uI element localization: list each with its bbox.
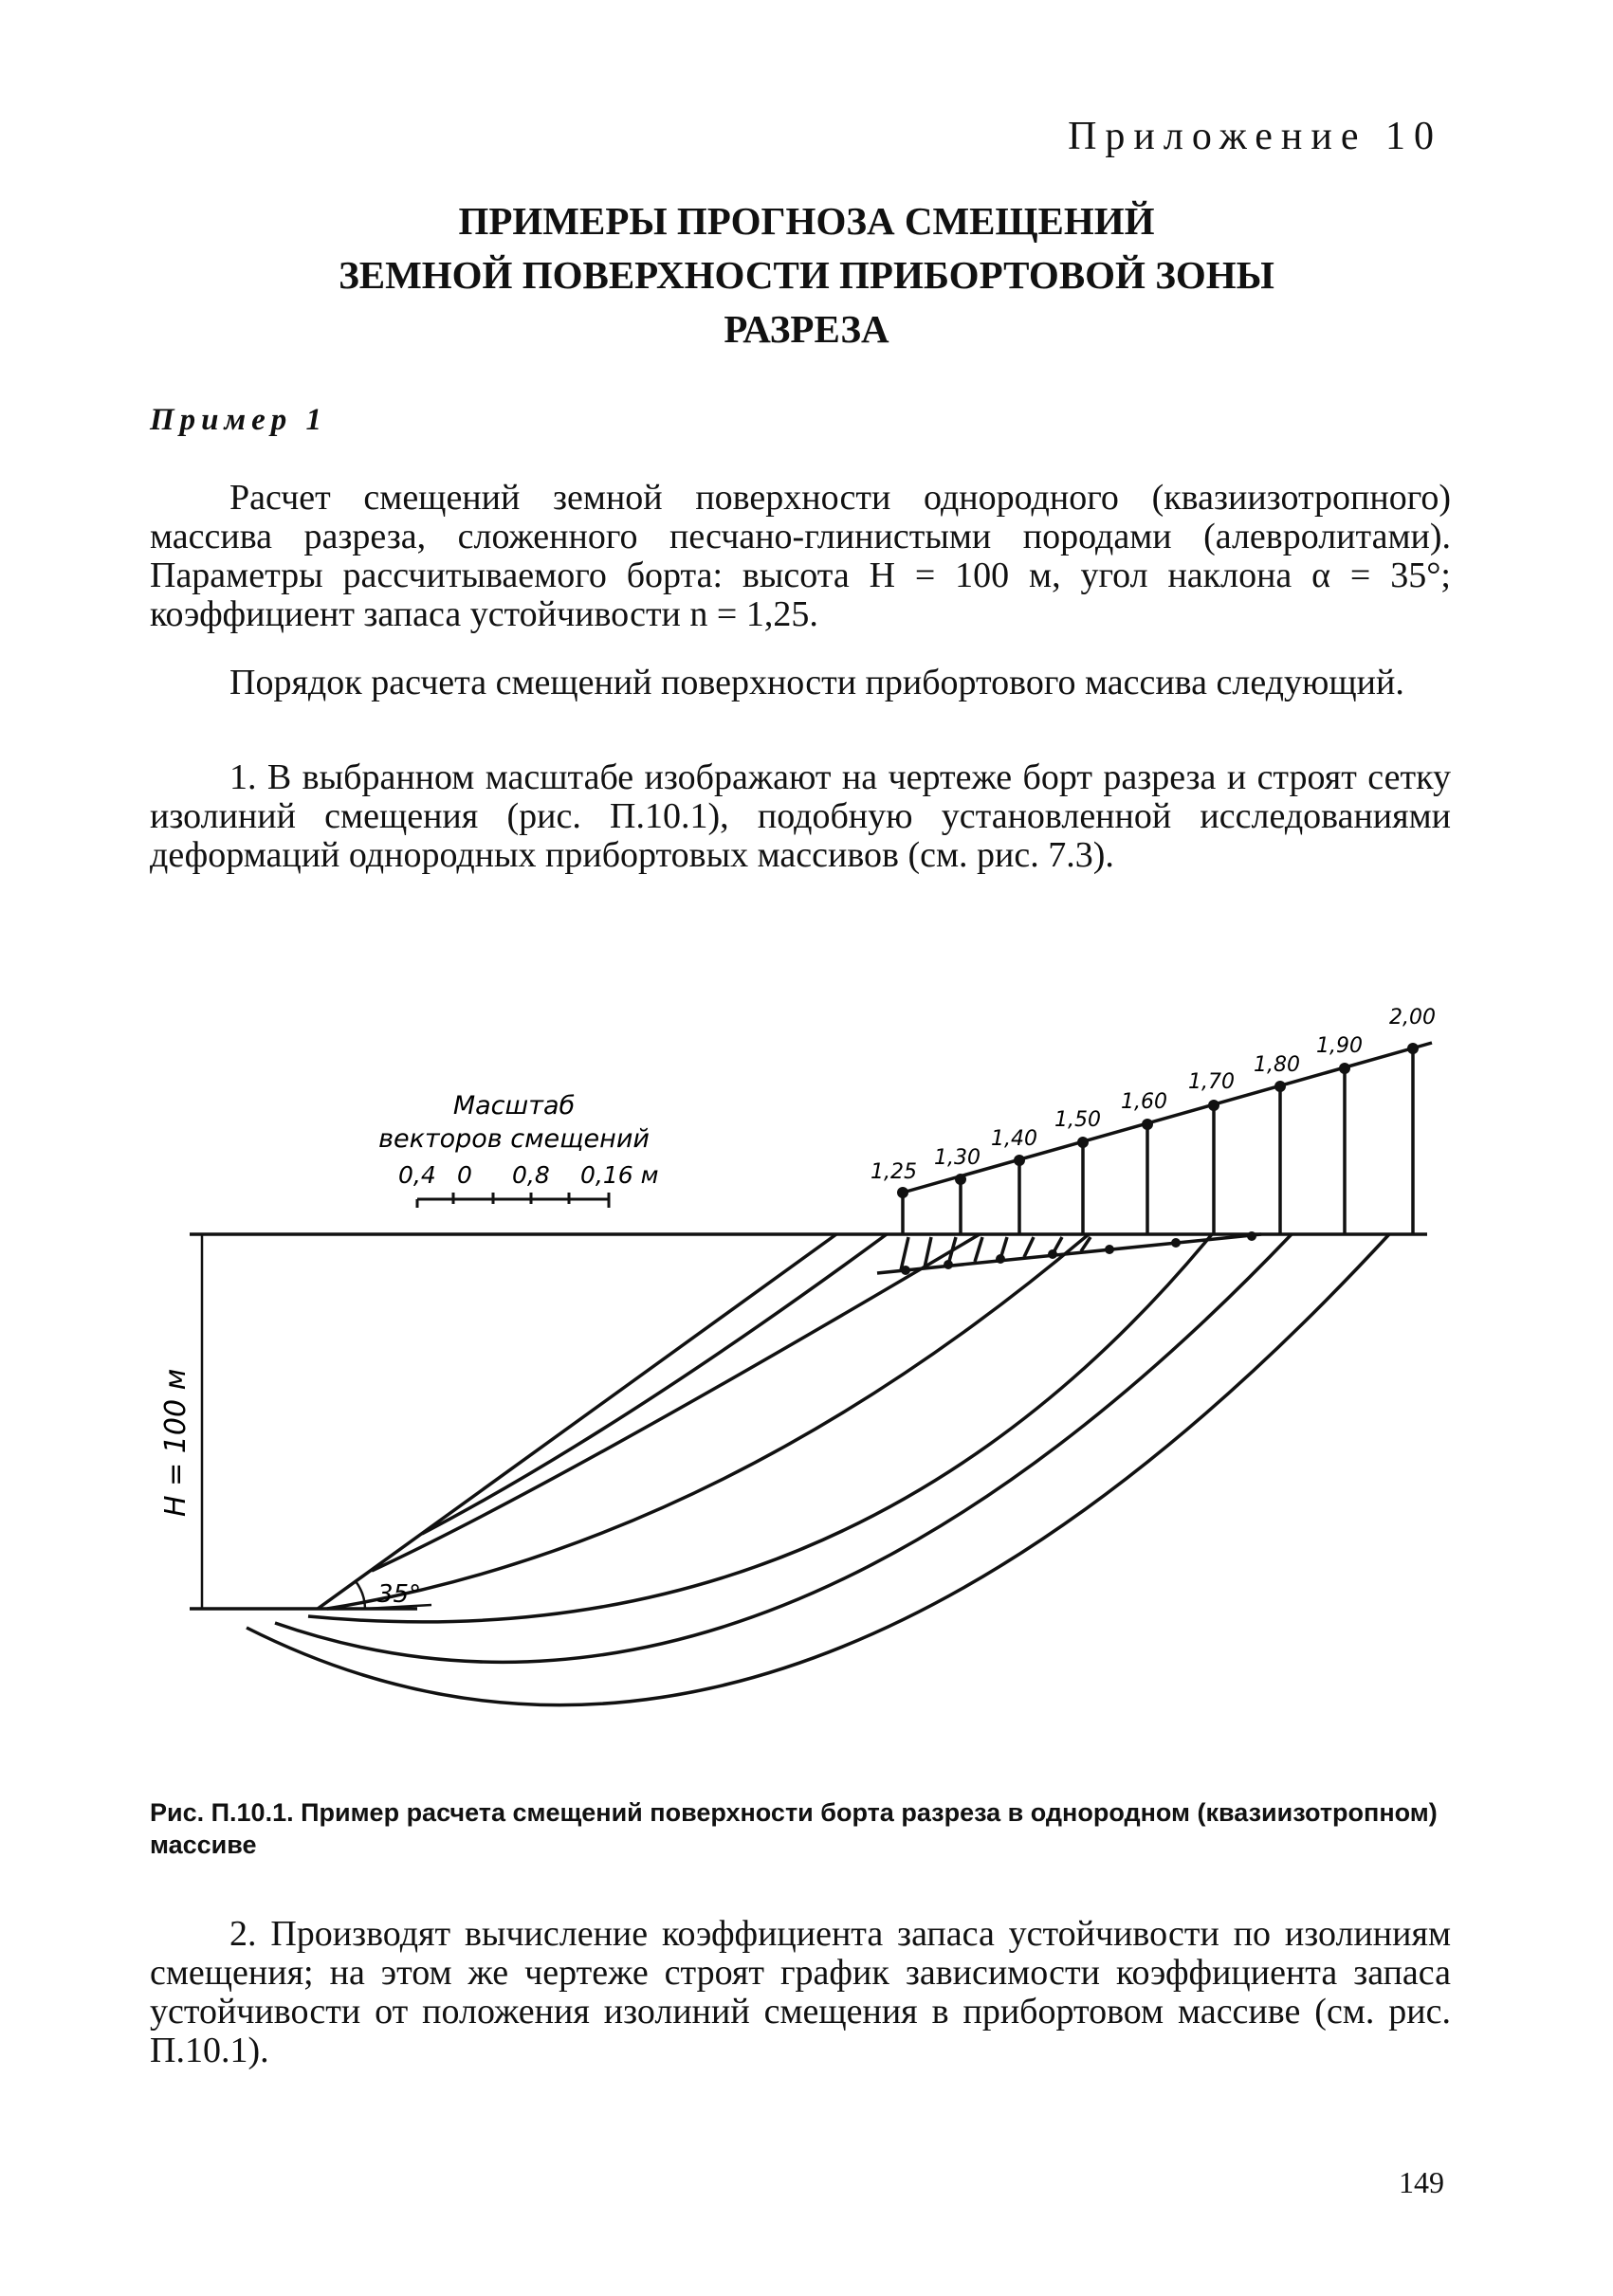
slope-face-line: [318, 1234, 836, 1609]
example-label: Пример 1: [150, 403, 328, 437]
scale-tick-2: 0: [457, 1161, 472, 1189]
factor-label-1-80: 1,80: [1254, 1053, 1300, 1077]
height-label: H = 100 м: [159, 1368, 192, 1517]
displacement-figure: [0, 986, 1613, 1763]
figure-caption: Рис. П.10.1. Пример расчета смещений поверхности борта разреза в однородном (квазиизотропном) массиве: [150, 1798, 1438, 1859]
factor-label-1-60: 1,60: [1121, 1090, 1167, 1114]
paragraph-1: Расчет смещений земной поверхности однородного (квазиизотропного) массива разреза, сложенного песчано-глинистыми породами (алевролитами). Параметры рассчитываемого борта: высота H = 100 м, угол наклона α = 35°; коэффициент запаса устойчивости n = 1,25.: [150, 478, 1451, 634]
paragraph-4: 2. Производят вычисление коэффициента запаса устойчивости по изолиниям смещения; на этом же чертеже строят график зависимости коэффициента запаса устойчивости от положения изолиний смещения в прибортовом массиве (см. рис. П.10.1).: [150, 1914, 1451, 2070]
factor-label-1-70: 1,70: [1188, 1070, 1235, 1094]
angle-label: 35°: [377, 1580, 422, 1609]
factor-label-1-50: 1,50: [1054, 1108, 1101, 1132]
appendix-label: Приложение 10: [1068, 115, 1442, 158]
stability-factor-graph: [903, 1043, 1432, 1193]
isoline-3: [308, 1234, 1212, 1622]
scale-tick-3: 0,8: [512, 1161, 550, 1189]
scale-title-1: Масштаб: [452, 1091, 576, 1121]
paragraph-3: 1. В выбранном масштабе изображают на чертеже борт разреза и строят сетку изолиний смещения (рис. П.10.1), подобную установленной исследованиями деформаций однородных прибортовых массивов (см. рис. 7.3).: [150, 757, 1451, 875]
factor-label-1-40: 1,40: [991, 1127, 1037, 1151]
paragraph-2: Порядок расчета смещений поверхности прибортового массива следующий.: [229, 663, 1404, 702]
page-title: [161, 194, 1452, 356]
scale-tick-1: 0,4: [398, 1161, 436, 1189]
title-line-1: ПРИМЕРЫ ПРОГНОЗА СМЕЩЕНИЙ: [458, 199, 1155, 243]
isoline-0: [422, 1234, 887, 1534]
scale-title-2: векторов смещений: [378, 1124, 650, 1154]
isoline-5: [247, 1234, 1389, 1705]
factor-label-1-25: 1,25: [871, 1160, 917, 1184]
scale-tick-4: 0,16 м: [580, 1161, 659, 1189]
isoline-1: [372, 1234, 980, 1571]
page-number: 149: [1399, 2165, 1444, 2199]
factor-label-1-90: 1,90: [1316, 1034, 1363, 1058]
title-line-2: ЗЕМНОЙ ПОВЕРХНОСТИ ПРИБОРТОВОЙ ЗОНЫ: [339, 253, 1274, 297]
factor-label-2-00: 2,00: [1389, 1006, 1436, 1030]
displacement-vector-line: [877, 1234, 1261, 1273]
factor-label-1-30: 1,30: [934, 1146, 981, 1170]
title-line-3: РАЗРЕЗА: [724, 307, 889, 351]
isoline-2: [327, 1234, 1089, 1609]
